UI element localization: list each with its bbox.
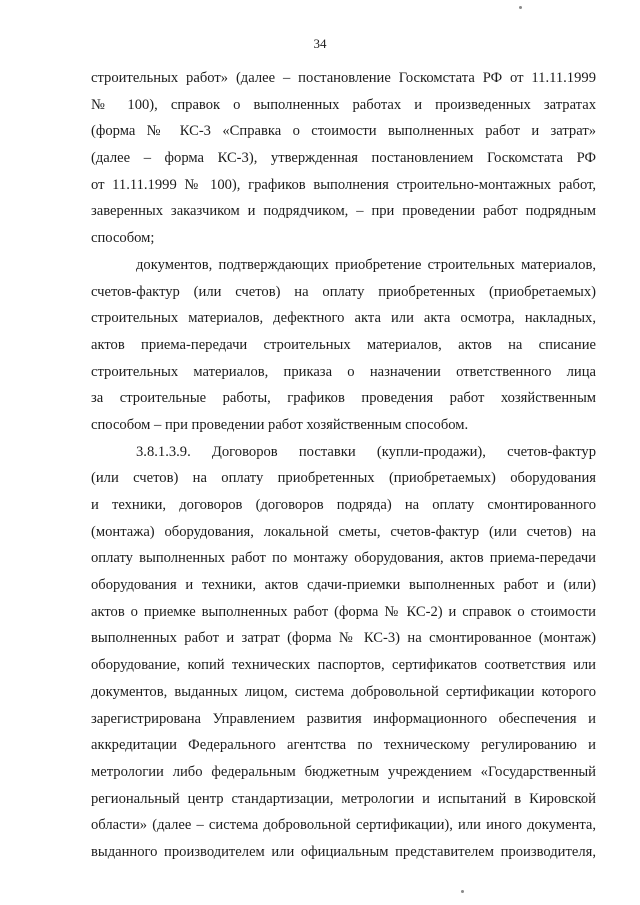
- text-line: строительных материалов, приказа о назначении ответственного лица: [91, 363, 596, 380]
- text-line: (монтажа) оборудования, локальной сметы, счетов-фактур (или счетов) на: [91, 523, 596, 540]
- text-line: заверенных заказчиком и подрядчиком, – при проведении работ подрядным: [91, 203, 596, 220]
- text-line: № 100), справок о выполненных работах и произведенных затратах: [91, 96, 596, 113]
- text-line: актов приема-передачи строительных материалов, актов на списание: [91, 336, 596, 353]
- scan-speck: [519, 6, 522, 9]
- text-line: (далее – форма КС-3), утвержденная постановлением Госкомстата РФ: [91, 150, 596, 167]
- paragraph-start-line: 3.8.1.3.9. Договоров поставки (купли-продажи), счетов-фактур: [136, 443, 596, 460]
- text-line: документов, выданных лицом, система добровольной сертификации которого: [91, 683, 596, 700]
- text-line: счетов-фактур (или счетов) на оплату приобретенных (приобретаемых): [91, 283, 596, 300]
- text-line: оплату выполненных работ по монтажу оборудования, актов приема-передачи: [91, 550, 596, 567]
- text-line: аккредитации Федерального агентства по техническому регулированию и: [91, 737, 596, 754]
- paragraph-start-line: документов, подтверждающих приобретение строительных материалов,: [136, 256, 596, 273]
- text-line: региональный центр стандартизации, метрологии и испытаний в Кировской: [91, 790, 596, 807]
- text-line: за строительные работы, графиков проведения работ хозяйственным: [91, 390, 596, 407]
- text-line: оборудования и техники, актов сдачи-приемки выполненных работ и (или): [91, 577, 596, 594]
- text-line: строительных работ» (далее – постановление Госкомстата РФ от 11.11.1999: [91, 70, 596, 86]
- text-line: выданного производителем или официальным представителем производителя,: [91, 843, 596, 860]
- text-line: (или счетов) на оплату приобретенных (приобретаемых) оборудования: [91, 470, 596, 487]
- text-line: зарегистрирована Управлением развития информационного обеспечения и: [91, 710, 596, 727]
- body-text: [91, 65, 596, 866]
- text-line: способом – при проведении работ хозяйственным способом.: [91, 416, 469, 433]
- text-line: области» (далее – система добровольной сертификации), или иного документа,: [91, 817, 596, 834]
- text-line: и техники, договоров (договоров подряда) на оплату смонтированного: [91, 497, 596, 513]
- text-line: (форма № КС-3 «Справка о стоимости выполненных работ и затрат»: [91, 123, 596, 140]
- text-line: метрологии либо федеральным бюджетным учреждением «Государственный: [91, 763, 596, 780]
- text-line: от 11.11.1999 № 100), графиков выполнения строительно-монтажных работ,: [91, 176, 596, 193]
- text-line: выполненных работ и затрат (форма № КС-3) на смонтированное (монтаж): [91, 630, 596, 647]
- text-line: строительных материалов, дефектного акта или акта осмотра, накладных,: [91, 310, 596, 327]
- text-line: оборудование, копий технических паспортов, сертификатов соответствия или: [91, 657, 596, 674]
- page-number: 34: [313, 36, 327, 51]
- scan-speck: [461, 890, 464, 893]
- text-line: способом;: [91, 230, 155, 247]
- text-line: актов о приемке выполненных работ (форма № КС-2) и справок о стоимости: [91, 603, 596, 620]
